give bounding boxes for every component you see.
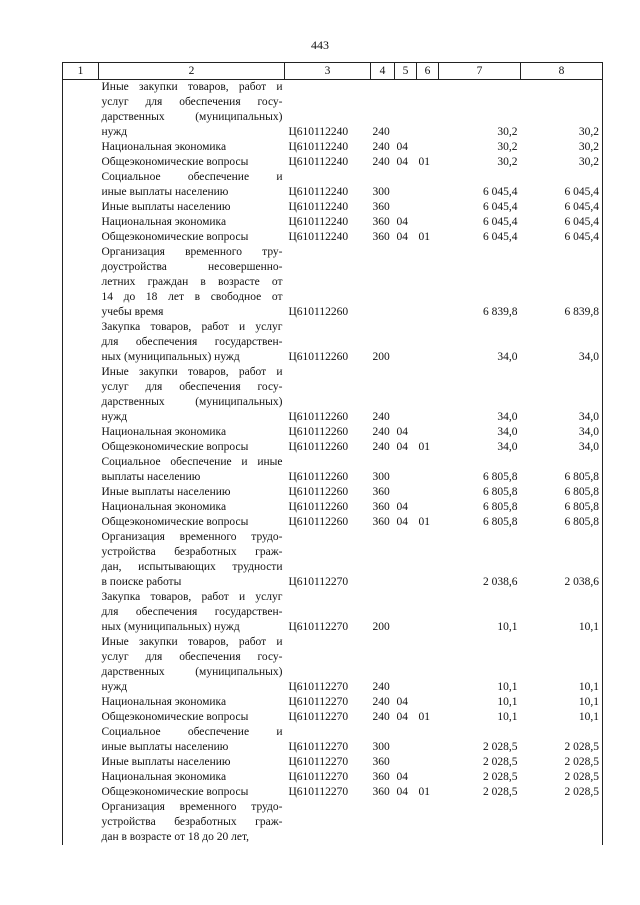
amount-col8-cell: 30,2	[521, 140, 603, 155]
expense-type-cell: 360	[372, 501, 390, 513]
section-cell: 04	[396, 441, 408, 453]
target-code-cell: Ц610112270	[288, 621, 349, 633]
row-name-line: иные выплаты населению	[101, 741, 229, 753]
section-cell	[395, 725, 417, 755]
subsection-cell	[417, 590, 439, 635]
amount-col8-cell: 6 045,4	[521, 215, 603, 230]
section-cell	[395, 800, 417, 845]
expense-type-cell: 240	[372, 696, 390, 708]
amount-col8-cell	[521, 800, 603, 845]
table-row	[63, 440, 603, 455]
amount-col8-cell: 6 045,4	[521, 170, 603, 200]
row-name-line: Национальная экономика	[101, 501, 227, 513]
expense-type-cell: 240	[372, 426, 390, 438]
amount-col8-cell: 6 805,8	[521, 455, 603, 485]
table-row	[63, 635, 603, 695]
section-cell	[395, 455, 417, 485]
subsection-cell	[417, 140, 439, 155]
target-code-cell: Ц610112260	[288, 306, 349, 318]
expense-type-cell: 360	[372, 216, 390, 228]
table-row	[63, 695, 603, 710]
amount-col8-cell: 6 839,8	[521, 245, 603, 320]
subsection-cell: 01	[418, 711, 430, 723]
row-index-cell	[63, 440, 99, 455]
table-row	[63, 755, 603, 770]
amount-col8-cell: 34,0	[521, 425, 603, 440]
target-code-cell: Ц610112240	[288, 216, 349, 228]
row-name-cell	[99, 710, 285, 725]
expense-type-cell: 360	[372, 231, 390, 243]
row-index-cell	[63, 530, 99, 590]
row-name-cell	[99, 725, 285, 755]
amount-col7-cell	[439, 800, 521, 845]
subsection-cell	[417, 485, 439, 500]
target-code-cell: Ц610112240	[288, 126, 349, 138]
target-code-cell: Ц610112260	[288, 441, 349, 453]
row-name-line: нужд	[101, 126, 128, 138]
amount-col8-cell: 34,0	[521, 365, 603, 425]
amount-col8-cell: 10,1	[521, 590, 603, 635]
amount-col8-cell: 6 805,8	[521, 515, 603, 530]
target-code-cell: Ц610112270	[288, 786, 349, 798]
section-cell: 04	[396, 696, 408, 708]
amount-col7-cell: 6 805,8	[483, 516, 518, 528]
row-name-line: Иные закупки товаров, работ и	[101, 366, 283, 378]
expense-type-cell	[371, 800, 395, 845]
row-name-line: иные выплаты населению	[101, 186, 229, 198]
row-name-line: устройства безработных граж-	[101, 546, 283, 558]
amount-col7-cell: 30,2	[497, 156, 518, 168]
row-name-line: дарственных (муниципальных)	[101, 396, 283, 408]
expense-type-cell: 240	[372, 711, 390, 723]
row-name-line: ных (муниципальных) нужд	[101, 621, 240, 633]
amount-col8-cell: 10,1	[521, 635, 603, 695]
amount-col7-cell: 6 805,8	[483, 471, 518, 483]
expense-type-cell: 360	[372, 516, 390, 528]
table-row	[63, 455, 603, 485]
table-row	[63, 155, 603, 170]
subsection-cell	[417, 365, 439, 425]
section-cell: 04	[396, 711, 408, 723]
row-index-cell	[63, 200, 99, 215]
row-name-line: Национальная экономика	[101, 696, 227, 708]
row-name-line: Организация временного трудо-	[101, 801, 283, 813]
column-header: 5	[395, 63, 417, 80]
row-name-line: устройства безработных граж-	[101, 816, 283, 828]
amount-col8-cell: 10,1	[521, 710, 603, 725]
expense-type-cell: 300	[372, 186, 390, 198]
expense-type-cell: 240	[372, 681, 390, 693]
amount-col8-cell: 2 028,5	[521, 785, 603, 800]
row-name-cell	[99, 800, 285, 845]
section-cell: 04	[396, 501, 408, 513]
target-code-cell: Ц610112260	[288, 426, 349, 438]
subsection-cell	[417, 200, 439, 215]
expense-type-cell: 240	[372, 126, 390, 138]
amount-col7-cell: 6 045,4	[483, 186, 518, 198]
row-name-line: Организация временного трудо-	[101, 531, 283, 543]
row-name-line: Общеэкономические вопросы	[101, 786, 249, 798]
target-code-cell: Ц610112260	[288, 516, 349, 528]
row-name-line: Национальная экономика	[101, 771, 227, 783]
target-code-cell	[285, 800, 371, 845]
amount-col7-cell: 10,1	[497, 711, 518, 723]
row-index-cell	[63, 320, 99, 365]
row-name-cell	[99, 590, 285, 635]
table-row	[63, 485, 603, 500]
amount-col8-cell: 34,0	[521, 440, 603, 455]
amount-col7-cell: 2 028,5	[483, 786, 518, 798]
table-row	[63, 710, 603, 725]
row-index-cell	[63, 365, 99, 425]
table-row	[63, 725, 603, 755]
row-name-line: Иные выплаты населению	[101, 486, 231, 498]
row-name-line: Иные закупки товаров, работ и	[101, 636, 283, 648]
table-row	[63, 785, 603, 800]
target-code-cell: Ц610112260	[288, 471, 349, 483]
row-name-line: Закупка товаров, работ и услуг	[101, 321, 283, 333]
target-code-cell: Ц610112270	[288, 576, 349, 588]
row-name-line: дан, испытывающих трудности	[101, 561, 283, 573]
target-code-cell: Ц610112270	[288, 696, 349, 708]
amount-col7-cell: 34,0	[497, 426, 518, 438]
row-name-line: 14 до 18 лет в свободное от	[101, 291, 283, 303]
subsection-cell: 01	[418, 441, 430, 453]
row-name-cell	[99, 155, 285, 170]
target-code-cell: Ц610112240	[288, 201, 349, 213]
column-number-header	[63, 63, 603, 80]
row-name-line: нужд	[101, 411, 128, 423]
row-index-cell	[63, 500, 99, 515]
subsection-cell	[417, 725, 439, 755]
table-row	[63, 425, 603, 440]
row-name-line: Национальная экономика	[101, 426, 227, 438]
row-name-cell	[99, 80, 285, 141]
amount-col7-cell: 10,1	[497, 696, 518, 708]
amount-col7-cell: 2 038,6	[483, 576, 518, 588]
row-name-line: Общеэкономические вопросы	[101, 516, 249, 528]
table-row	[63, 80, 603, 141]
row-name-cell	[99, 200, 285, 215]
row-index-cell	[63, 635, 99, 695]
row-name-cell	[99, 530, 285, 590]
row-index-cell	[63, 245, 99, 320]
section-cell: 04	[396, 771, 408, 783]
row-name-cell	[99, 365, 285, 425]
amount-col7-cell: 10,1	[497, 621, 518, 633]
column-header: 4	[371, 63, 395, 80]
table-row	[63, 500, 603, 515]
row-name-cell	[99, 485, 285, 500]
row-index-cell	[63, 590, 99, 635]
table-row	[63, 140, 603, 155]
row-name-cell	[99, 635, 285, 695]
target-code-cell: Ц610112260	[288, 501, 349, 513]
section-cell: 04	[396, 786, 408, 798]
section-cell	[395, 200, 417, 215]
section-cell: 04	[396, 156, 408, 168]
row-index-cell	[63, 515, 99, 530]
row-name-line: Национальная экономика	[101, 216, 227, 228]
table-row	[63, 170, 603, 200]
subsection-cell	[417, 695, 439, 710]
column-header: 7	[439, 63, 521, 80]
row-name-line: учебы время	[101, 306, 164, 318]
target-code-cell: Ц610112240	[288, 231, 349, 243]
row-name-cell	[99, 770, 285, 785]
column-header: 6	[417, 63, 439, 80]
amount-col7-cell: 6 045,4	[483, 216, 518, 228]
row-name-cell	[99, 425, 285, 440]
subsection-cell	[417, 800, 439, 845]
target-code-cell: Ц610112260	[288, 351, 349, 363]
amount-col8-cell: 6 045,4	[521, 200, 603, 215]
amount-col7-cell: 30,2	[497, 126, 518, 138]
table-row	[63, 245, 603, 320]
budget-table	[62, 62, 603, 845]
row-name-line: дарственных (муниципальных)	[101, 111, 283, 123]
row-name-line: для обеспечения государствен-	[101, 606, 283, 618]
row-name-line: Социальное обеспечение и иные	[101, 456, 283, 468]
section-cell: 04	[396, 231, 408, 243]
subsection-cell	[417, 635, 439, 695]
row-name-line: услуг для обеспечения госу-	[101, 381, 283, 393]
row-name-cell	[99, 785, 285, 800]
table-row	[63, 800, 603, 845]
section-cell: 04	[396, 141, 408, 153]
expense-type-cell	[371, 245, 395, 320]
subsection-cell: 01	[418, 516, 430, 528]
row-index-cell	[63, 755, 99, 770]
amount-col7-cell: 6 839,8	[483, 306, 518, 318]
page-number: 443	[311, 38, 329, 52]
row-index-cell	[63, 230, 99, 245]
column-header: 3	[285, 63, 371, 80]
subsection-cell	[417, 215, 439, 230]
row-name-cell	[99, 755, 285, 770]
subsection-cell	[417, 170, 439, 200]
row-name-line: в поиске работы	[101, 576, 182, 588]
target-code-cell: Ц610112270	[288, 681, 349, 693]
amount-col8-cell: 2 028,5	[521, 770, 603, 785]
expense-type-cell: 200	[372, 351, 390, 363]
row-name-line: нужд	[101, 681, 128, 693]
section-cell	[395, 365, 417, 425]
subsection-cell: 01	[418, 156, 430, 168]
section-cell	[395, 485, 417, 500]
expense-type-cell	[371, 530, 395, 590]
row-index-cell	[63, 725, 99, 755]
section-cell	[395, 635, 417, 695]
row-name-line: Организация временного тру-	[101, 246, 283, 258]
section-cell: 04	[396, 426, 408, 438]
subsection-cell	[417, 455, 439, 485]
amount-col8-cell: 34,0	[521, 320, 603, 365]
row-name-cell	[99, 440, 285, 455]
row-index-cell	[63, 170, 99, 200]
row-name-line: Общеэкономические вопросы	[101, 711, 249, 723]
section-cell: 04	[396, 516, 408, 528]
section-cell	[395, 755, 417, 770]
expense-type-cell: 360	[372, 486, 390, 498]
row-index-cell	[63, 455, 99, 485]
row-name-cell	[99, 245, 285, 320]
table-row	[63, 230, 603, 245]
row-name-line: доустройства несовершенно-	[101, 261, 283, 273]
table-row	[63, 365, 603, 425]
row-name-cell	[99, 500, 285, 515]
amount-col7-cell: 10,1	[497, 681, 518, 693]
expense-type-cell: 360	[372, 756, 390, 768]
target-code-cell: Ц610112240	[288, 156, 349, 168]
amount-col7-cell: 2 028,5	[483, 771, 518, 783]
table-row	[63, 770, 603, 785]
row-index-cell	[63, 155, 99, 170]
amount-col7-cell: 2 028,5	[483, 741, 518, 753]
amount-col7-cell: 34,0	[497, 441, 518, 453]
column-header: 2	[99, 63, 285, 80]
row-index-cell	[63, 695, 99, 710]
subsection-cell	[417, 245, 439, 320]
amount-col7-cell: 6 045,4	[483, 231, 518, 243]
section-cell	[395, 245, 417, 320]
row-name-cell	[99, 215, 285, 230]
amount-col8-cell: 6 045,4	[521, 230, 603, 245]
section-cell: 04	[396, 216, 408, 228]
row-name-cell	[99, 515, 285, 530]
row-name-line: Иные выплаты населению	[101, 756, 231, 768]
expense-type-cell: 240	[372, 411, 390, 423]
column-header: 8	[521, 63, 603, 80]
section-cell	[395, 530, 417, 590]
row-name-line: выплаты населению	[101, 471, 201, 483]
row-name-line: Общеэкономические вопросы	[101, 441, 249, 453]
amount-col7-cell: 34,0	[497, 411, 518, 423]
amount-col8-cell: 6 805,8	[521, 485, 603, 500]
amount-col7-cell: 34,0	[497, 351, 518, 363]
row-name-line: услуг для обеспечения госу-	[101, 96, 283, 108]
expense-type-cell: 240	[372, 441, 390, 453]
row-name-line: ных (муниципальных) нужд	[101, 351, 240, 363]
target-code-cell: Ц610112260	[288, 486, 349, 498]
subsection-cell	[417, 770, 439, 785]
row-index-cell	[63, 785, 99, 800]
section-cell	[395, 590, 417, 635]
amount-col8-cell: 30,2	[521, 155, 603, 170]
row-name-line: дарственных (муниципальных)	[101, 666, 283, 678]
row-name-line: Закупка товаров, работ и услуг	[101, 591, 283, 603]
row-index-cell	[63, 800, 99, 845]
subsection-cell	[417, 755, 439, 770]
table-row	[63, 515, 603, 530]
amount-col7-cell: 6 805,8	[483, 486, 518, 498]
target-code-cell: Ц610112260	[288, 411, 349, 423]
row-index-cell	[63, 215, 99, 230]
subsection-cell: 01	[418, 231, 430, 243]
amount-col8-cell: 2 028,5	[521, 725, 603, 755]
target-code-cell: Ц610112270	[288, 756, 349, 768]
expense-type-cell: 200	[372, 621, 390, 633]
table-row	[63, 590, 603, 635]
table-row	[63, 320, 603, 365]
row-name-cell	[99, 455, 285, 485]
table-row	[63, 215, 603, 230]
row-name-line: Иные закупки товаров, работ и	[101, 81, 283, 93]
table-row	[63, 200, 603, 215]
amount-col7-cell: 6 805,8	[483, 501, 518, 513]
row-name-line: Национальная экономика	[101, 141, 227, 153]
amount-col8-cell: 2 028,5	[521, 755, 603, 770]
section-cell	[395, 170, 417, 200]
expense-type-cell: 240	[372, 141, 390, 153]
subsection-cell: 01	[418, 786, 430, 798]
row-index-cell	[63, 140, 99, 155]
row-index-cell	[63, 710, 99, 725]
target-code-cell: Ц610112240	[288, 141, 349, 153]
column-header: 1	[63, 63, 99, 80]
row-name-cell	[99, 140, 285, 155]
amount-col8-cell: 2 038,6	[521, 530, 603, 590]
row-name-cell	[99, 695, 285, 710]
section-cell	[395, 80, 417, 141]
expense-type-cell: 240	[372, 156, 390, 168]
row-name-line: Общеэкономические вопросы	[101, 156, 249, 168]
row-name-line: дан в возрасте от 18 до 20 лет,	[101, 831, 250, 843]
row-name-line: Общеэкономические вопросы	[101, 231, 249, 243]
row-name-line: для обеспечения государствен-	[101, 336, 283, 348]
row-name-cell	[99, 320, 285, 365]
amount-col7-cell: 2 028,5	[483, 756, 518, 768]
row-name-line: летних граждан в возрасте от	[101, 276, 283, 288]
row-index-cell	[63, 485, 99, 500]
row-name-line: Социальное обеспечение и	[101, 171, 283, 183]
row-name-line: услуг для обеспечения госу-	[101, 651, 283, 663]
subsection-cell	[417, 320, 439, 365]
expense-type-cell: 360	[372, 201, 390, 213]
target-code-cell: Ц610112240	[288, 186, 349, 198]
subsection-cell	[417, 500, 439, 515]
row-name-cell	[99, 170, 285, 200]
section-cell	[395, 320, 417, 365]
row-name-line: Иные выплаты населению	[101, 201, 231, 213]
table-row	[63, 530, 603, 590]
row-name-line: Социальное обеспечение и	[101, 726, 283, 738]
expense-type-cell: 360	[372, 786, 390, 798]
expense-type-cell: 360	[372, 771, 390, 783]
subsection-cell	[417, 80, 439, 141]
row-name-cell	[99, 230, 285, 245]
row-index-cell	[63, 425, 99, 440]
amount-col8-cell: 10,1	[521, 695, 603, 710]
target-code-cell: Ц610112270	[288, 741, 349, 753]
subsection-cell	[417, 530, 439, 590]
target-code-cell: Ц610112270	[288, 711, 349, 723]
expense-type-cell: 300	[372, 471, 390, 483]
amount-col8-cell: 6 805,8	[521, 500, 603, 515]
row-index-cell	[63, 80, 99, 141]
amount-col7-cell: 6 045,4	[483, 201, 518, 213]
row-index-cell	[63, 770, 99, 785]
expense-type-cell: 300	[372, 741, 390, 753]
amount-col8-cell: 30,2	[521, 80, 603, 141]
amount-col7-cell: 30,2	[497, 141, 518, 153]
target-code-cell: Ц610112270	[288, 771, 349, 783]
subsection-cell	[417, 425, 439, 440]
